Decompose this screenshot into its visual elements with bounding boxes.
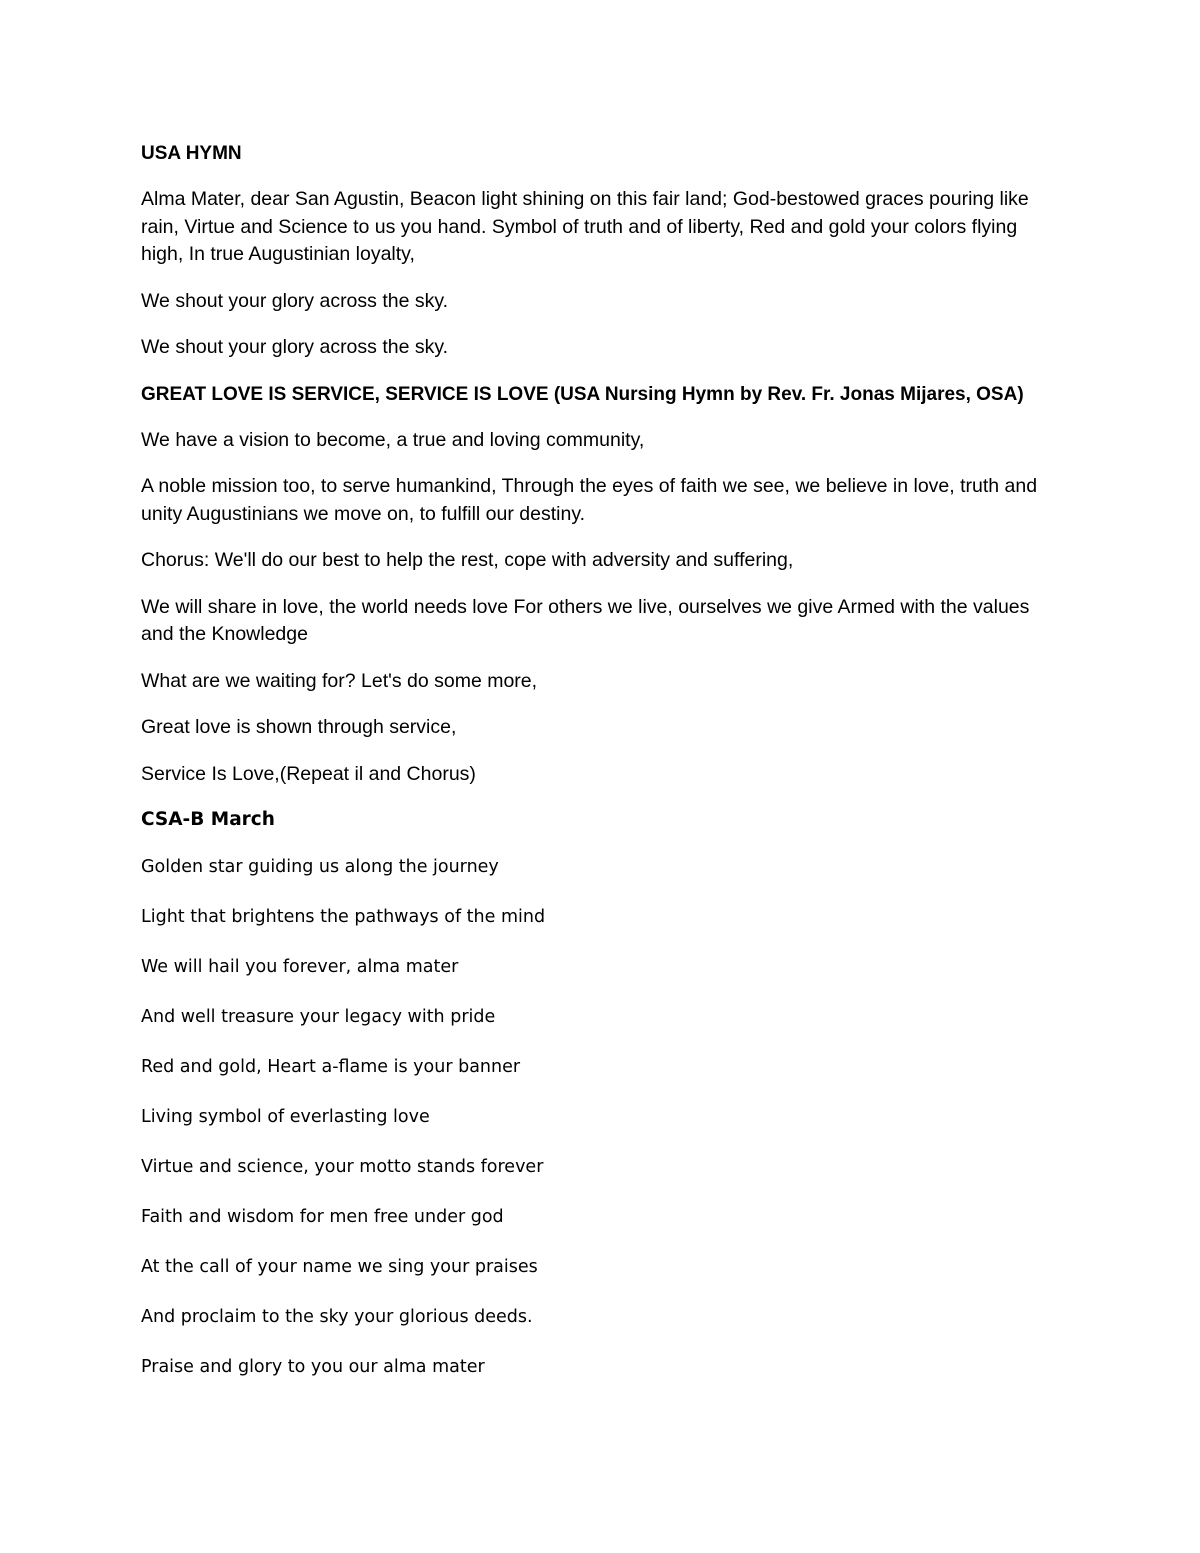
csa-march-line: Light that brightens the pathways of the mind — [141, 907, 546, 927]
usa-hymn-verse: Alma Mater, dear San Agustin, Beacon light shining on this fair land; God-bestowed graces pouring like rain, Virtue and Science to us you hand. Symbol of truth and of liberty, Red and gold your colors flying high, In true Augustinian loyalty, — [141, 188, 1029, 265]
nursing-hymn-line: Service Is Love,(Repeat il and Chorus) — [141, 762, 476, 785]
usa-hymn-refrain: We shout your glory across the sky. — [141, 289, 449, 312]
csa-march-line: Golden star guiding us along the journey — [141, 857, 499, 877]
csa-march-line: And well treasure your legacy with pride — [141, 1007, 496, 1027]
csa-march-line: And proclaim to the sky your glorious deeds. — [141, 1307, 533, 1327]
csa-march-line: At the call of your name we sing your praises — [141, 1257, 538, 1277]
csa-march-line: Praise and glory to you our alma mater — [141, 1357, 485, 1377]
nursing-hymn-line: We will share in love, the world needs love For others we live, ourselves we give Armed with the values and the Knowledge — [141, 595, 1030, 645]
nursing-hymn-title: GREAT LOVE IS SERVICE, SERVICE IS LOVE (USA Nursing Hymn by Rev. Fr. Jonas Mijares, OSA) — [141, 383, 1024, 405]
csa-march-line: Living symbol of everlasting love — [141, 1107, 430, 1127]
csa-march-title: CSA-B March — [141, 809, 275, 830]
document-body — [141, 140, 1061, 1404]
csa-march-line: Virtue and science, your motto stands forever — [141, 1157, 544, 1177]
csa-march-line: Faith and wisdom for men free under god — [141, 1207, 504, 1227]
nursing-hymn-line: Great love is shown through service, — [141, 716, 457, 738]
csa-march-line: Red and gold, Heart a-flame is your banner — [141, 1057, 521, 1077]
nursing-hymn-chorus: Chorus: We'll do our best to help the rest, cope with adversity and suffering, — [141, 549, 794, 571]
usa-hymn-title: USA HYMN — [141, 143, 242, 164]
nursing-hymn-line: We have a vision to become, a true and loving community, — [141, 428, 645, 451]
nursing-hymn-line: What are we waiting for? Let's do some more, — [141, 669, 538, 692]
nursing-hymn-line: A noble mission too, to serve humankind, Through the eyes of faith we see, we believe in love, truth and unity Augustinians we move on, to fulfill our destiny. — [141, 475, 1038, 525]
usa-hymn-refrain: We shout your glory across the sky. — [141, 336, 449, 358]
csa-march-line: We will hail you forever, alma mater — [141, 957, 459, 977]
